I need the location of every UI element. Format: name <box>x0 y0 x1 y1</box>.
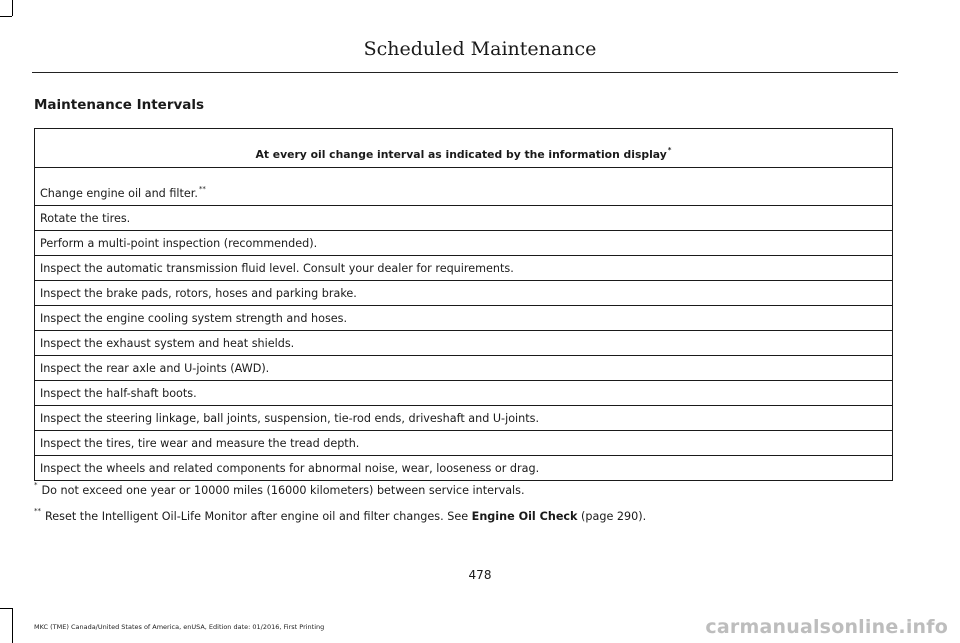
table-row <box>35 168 893 206</box>
header-rule <box>32 72 898 73</box>
table-row <box>35 231 893 256</box>
table-row <box>35 356 893 381</box>
table-cell: Inspect the tires, tire wear and measure the tread depth. <box>35 431 893 456</box>
edition-line: MKC (TME) Canada/United States of America, enUSA, Edition date: 01/2016, First Printing <box>34 623 325 631</box>
row-text: Change engine oil and filter. <box>40 187 198 200</box>
table-row <box>35 281 893 306</box>
table-cell: Inspect the steering linkage, ball joints, suspension, tie-rod ends, driveshaft and U-joints. <box>35 406 893 431</box>
table-row <box>35 306 893 331</box>
crop-mark-top-left-horizontal <box>0 16 12 17</box>
footnote-two <box>34 507 647 523</box>
crop-mark-bottom-left-vertical <box>12 608 13 643</box>
table-cell: Inspect the wheels and related components for abnormal noise, wear, looseness or drag. <box>35 456 893 481</box>
footnote-one-mark: * <box>34 481 38 489</box>
table-cell: Inspect the rear axle and U-joints (AWD). <box>35 356 893 381</box>
table-cell: Inspect the brake pads, rotors, hoses and parking brake. <box>35 281 893 306</box>
table-cell: Inspect the engine cooling system strength and hoses. <box>35 306 893 331</box>
table-row <box>35 331 893 356</box>
table-row <box>35 406 893 431</box>
footnote-one-text: Do not exceed one year or 10000 miles (16000 kilometers) between service intervals. <box>41 484 525 497</box>
section-heading: Maintenance Intervals <box>34 97 205 113</box>
footnote-two-page-ref: (page 290). <box>577 510 647 523</box>
table-cell: Inspect the automatic transmission fluid level. Consult your dealer for requirements. <box>35 256 893 281</box>
table-cell <box>35 168 893 206</box>
maintenance-intervals-table <box>34 128 893 481</box>
table-row <box>35 256 893 281</box>
table-header-row <box>35 129 893 168</box>
table-header-text: At every oil change interval as indicated by the information display <box>255 148 667 161</box>
crop-mark-top-left-vertical <box>12 0 13 16</box>
table-cell: Rotate the tires. <box>35 206 893 231</box>
page-number: 478 <box>468 568 492 582</box>
footnote-two-text: Reset the Intelligent Oil-Life Monitor after engine oil and filter changes. See <box>45 510 472 523</box>
table-row <box>35 381 893 406</box>
table-row <box>35 206 893 231</box>
watermark: carmanualsonline.info <box>705 616 948 638</box>
engine-oil-check-link[interactable]: Engine Oil Check <box>471 510 578 523</box>
page-title: Scheduled Maintenance <box>363 38 597 60</box>
table-cell: Inspect the half-shaft boots. <box>35 381 893 406</box>
table-header-cell <box>35 129 893 168</box>
table-header-footnote-mark: * <box>667 146 672 154</box>
footnote-one <box>34 481 525 497</box>
row-footnote-mark: ** <box>198 185 206 193</box>
crop-mark-bottom-left-horizontal <box>0 608 12 609</box>
table-cell: Perform a multi-point inspection (recommended). <box>35 231 893 256</box>
table-row <box>35 456 893 481</box>
table-row <box>35 431 893 456</box>
table-cell: Inspect the exhaust system and heat shields. <box>35 331 893 356</box>
footnote-two-mark: ** <box>34 507 41 515</box>
